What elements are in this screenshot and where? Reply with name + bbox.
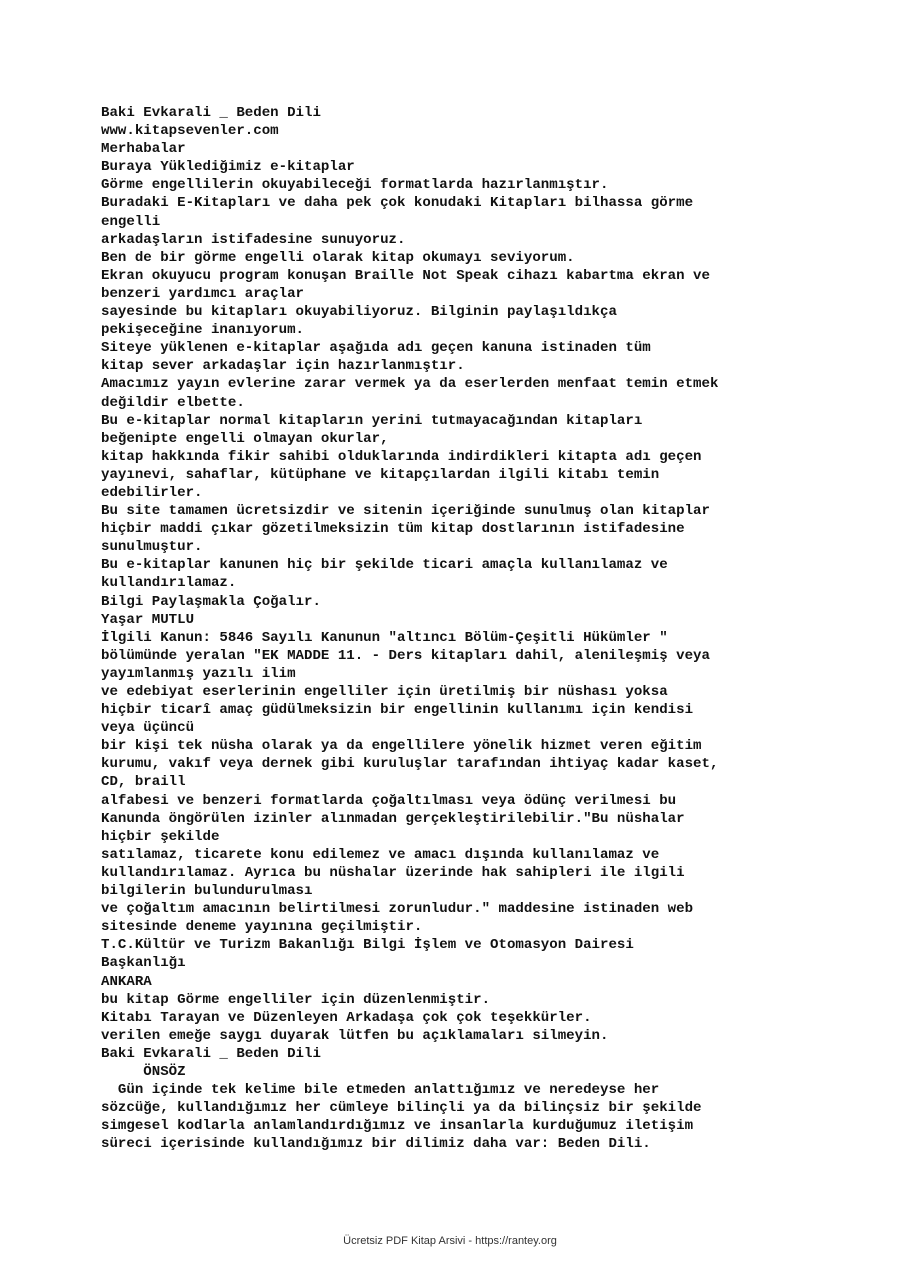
- document-line: ve edebiyat eserlerinin engelliler için üretilmiş bir nüshası yoksa: [101, 684, 668, 700]
- document-line: edebilirler.: [101, 484, 203, 501]
- document-line: Siteye yüklenen e-kitaplar aşağıda adı geçen kanuna istinaden tüm: [101, 340, 651, 357]
- document-body: [101, 104, 821, 1153]
- document-line: Başkanlığı: [101, 955, 186, 972]
- document-line: ÖNSÖZ: [101, 1063, 186, 1080]
- document-line: bu kitap Görme engelliler için düzenlenmiştir.: [101, 991, 491, 1008]
- document-line: Gün içinde tek kelime bile etmeden anlattığımız ve neredeyse her: [101, 1082, 660, 1099]
- document-line: bir kişi tek nüsha olarak ya da engellilere yönelik hizmet veren eğitim: [101, 738, 702, 755]
- document-line: www.kitapsevenler.com: [101, 123, 279, 140]
- document-line: Baki Evkarali _ Beden Dili: [101, 1045, 321, 1062]
- document-line: Görme engellilerin okuyabileceği formatlarda hazırlanmıştır.: [101, 177, 609, 194]
- document-line: yayımlanmış yazılı ilim: [101, 665, 296, 682]
- document-line: alfabesi ve benzeri formatlarda çoğaltılması veya ödünç verilmesi bu: [101, 792, 677, 809]
- document-line: engelli: [101, 213, 161, 230]
- document-line: Baki Evkarali _ Beden Dili: [101, 105, 321, 121]
- document-line: Bu site tamamen ücretsizdir ve sitenin içeriğinde sunulmuş olan kitaplar: [101, 503, 710, 520]
- document-line: hiçbir şekilde: [101, 828, 220, 845]
- document-line: Buradaki E-Kitapları ve daha pek çok konudaki Kitapları bilhassa görme: [101, 195, 694, 212]
- document-line: sitesinde deneme yayınına geçilmiştir.: [101, 919, 423, 936]
- document-line: bilgilerin bulundurulması: [101, 883, 313, 900]
- document-line: değildir elbette.: [101, 394, 245, 411]
- document-line: satılamaz, ticarete konu edilemez ve amacı dışında kullanılamaz ve: [101, 846, 660, 863]
- page-footer: Ücretsiz PDF Kitap Arsivi - https://rantey.org: [343, 1235, 557, 1247]
- document-line: yayınevi, sahaflar, kütüphane ve kitapçılardan ilgili kitabı temin: [101, 466, 660, 483]
- document-line: ve çoğaltım amacının belirtilmesi zorunludur." maddesine istinaden web: [101, 901, 694, 918]
- document-line: Ben de bir görme engelli olarak kitap okumayı seviyorum.: [101, 249, 575, 266]
- document-line: kitap hakkında fikir sahibi olduklarında indirdikleri kitapta adı geçen: [101, 448, 702, 465]
- document-line: kitap sever arkadaşlar için hazırlanmıştır.: [101, 358, 465, 375]
- document-line: ANKARA: [101, 973, 152, 990]
- document-line: Ekran okuyucu program konuşan Braille Not Speak cihazı kabartma ekran ve: [101, 267, 710, 284]
- document-line: veya üçüncü: [101, 720, 195, 737]
- document-line: bölümünde yeralan "EK MADDE 11. - Ders kitapları dahil, alenileşmiş veya: [101, 647, 710, 664]
- document-line: Bu e-kitaplar kanunen hiç bir şekilde ticari amaçla kullanılamaz ve: [101, 557, 668, 574]
- document-line: Bu e-kitaplar normal kitapların yerini tutmayacağından kitapları: [101, 412, 643, 429]
- document-line: sayesinde bu kitapları okuyabiliyoruz. Bilginin paylaşıldıkça: [101, 304, 617, 321]
- document-line: İlgili Kanun: 5846 Sayılı Kanunun "altıncı Bölüm-Çeşitli Hükümler ": [101, 629, 668, 646]
- document-line: hiçbir maddi çıkar gözetilmeksizin tüm kitap dostlarının istifadesine: [101, 521, 685, 538]
- document-line: kullandırılamaz. Ayrıca bu nüshalar üzerinde hak sahipleri ile ilgili: [101, 864, 685, 881]
- document-line: verilen emeğe saygı duyarak lütfen bu açıklamaları silmeyin.: [101, 1027, 609, 1044]
- document-line: Amacımız yayın evlerine zarar vermek ya da eserlerden menfaat temin etmek: [101, 376, 719, 393]
- document-line: kurumu, vakıf veya dernek gibi kuruluşlar tarafından ihtiyaç kadar kaset,: [101, 756, 719, 773]
- document-line: Buraya Yüklediğimiz e-kitaplar: [101, 159, 355, 176]
- document-line: Kanunda öngörülen izinler alınmadan gerçekleştirilebilir."Bu nüshalar: [101, 810, 685, 827]
- document-line: pekişeceğine inanıyorum.: [101, 322, 304, 339]
- document-line: CD, braill: [101, 774, 186, 791]
- document-line: hiçbir ticarî amaç güdülmeksizin bir engellinin kullanımı için kendisi: [101, 702, 694, 719]
- document-line: Kitabı Tarayan ve Düzenleyen Arkadaşa çok çok teşekkürler.: [101, 1009, 592, 1026]
- document-line: sözcüğe, kullandığımız her cümleye bilinçli ya da bilinçsiz bir şekilde: [101, 1100, 702, 1117]
- document-line: Bilgi Paylaşmakla Çoğalır.: [101, 593, 321, 610]
- document-line: Yaşar MUTLU: [101, 611, 195, 628]
- document-line: süreci içerisinde kullandığımız bir dilimiz daha var: Beden Dili.: [101, 1136, 651, 1153]
- document-line: arkadaşların istifadesine sunuyoruz.: [101, 231, 406, 248]
- document-line: kullandırılamaz.: [101, 575, 237, 592]
- document-line: sunulmuştur.: [101, 539, 203, 556]
- document-line: beğenipte engelli olmayan okurlar,: [101, 430, 389, 447]
- document-line: benzeri yardımcı araçlar: [101, 285, 304, 302]
- document-line: simgesel kodlarla anlamlandırdığımız ve insanlarla kurduğumuz iletişim: [101, 1118, 694, 1135]
- document-line: T.C.Kültür ve Turizm Bakanlığı Bilgi İşlem ve Otomasyon Dairesi: [101, 937, 634, 954]
- document-line: Merhabalar: [101, 141, 186, 158]
